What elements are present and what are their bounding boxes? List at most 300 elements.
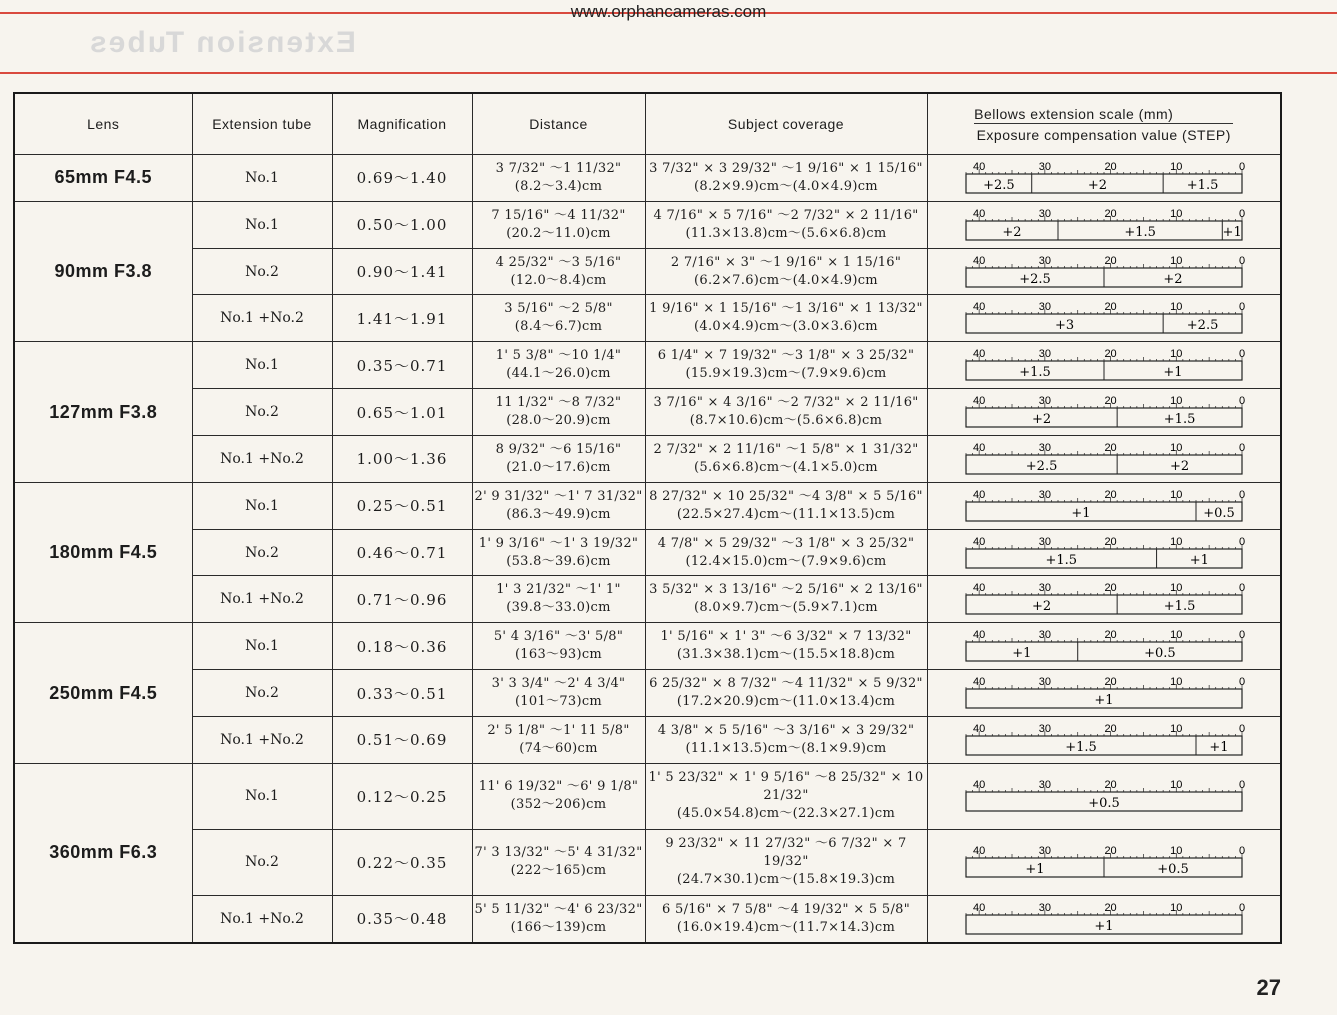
compensation-value: +1 bbox=[1209, 739, 1229, 755]
distance-cell bbox=[472, 155, 645, 202]
distance-inches: 3' 3 3/4" 〜2' 4 3/4" bbox=[491, 676, 626, 692]
scale-tick-label: 30 bbox=[1038, 676, 1051, 689]
coverage-cm: (8.0×9.7)cm〜(5.9×7.1)cm bbox=[694, 600, 878, 616]
scale-tick-label: 0 bbox=[1238, 207, 1245, 220]
compensation-value: +2 bbox=[1031, 599, 1051, 615]
scale-tick-label: 30 bbox=[1038, 348, 1051, 361]
coverage-cm: (6.2×7.6)cm〜(4.0×4.9)cm bbox=[694, 272, 878, 288]
extension-tube-cell: No.2 bbox=[192, 829, 332, 895]
distance-cell bbox=[472, 623, 645, 670]
extension-tube-cell: No.1 bbox=[192, 155, 332, 202]
coverage-cm: (8.2×9.9)cm〜(4.0×4.9)cm bbox=[694, 178, 878, 194]
table-row bbox=[14, 895, 1281, 943]
coverage-cell bbox=[645, 716, 927, 763]
bellows-cell bbox=[927, 829, 1281, 895]
scale-tick-label: 20 bbox=[1104, 845, 1117, 858]
bellows-scale bbox=[963, 580, 1245, 618]
scale-tick-label: 10 bbox=[1169, 722, 1183, 735]
coverage-inches: 3 7/32" × 3 29/32" 〜1 9/16" × 1 15/16" bbox=[649, 160, 923, 176]
bellows-scale bbox=[963, 900, 1245, 938]
coverage-cm: (4.0×4.9)cm〜(3.0×3.6)cm bbox=[694, 319, 878, 335]
scale-tick-label: 0 bbox=[1238, 301, 1245, 314]
scale-tick-label: 20 bbox=[1104, 535, 1117, 548]
bellows-scale bbox=[963, 674, 1245, 712]
website-label: www.orphancameras.com bbox=[570, 2, 767, 21]
magnification-cell: 1.41〜1.91 bbox=[332, 295, 472, 342]
distance-cell bbox=[472, 389, 645, 436]
bellows-cell bbox=[927, 389, 1281, 436]
scale-tick-label: 40 bbox=[972, 348, 986, 361]
magnification-cell: 0.35〜0.71 bbox=[332, 342, 472, 389]
bellows-scale-wrap bbox=[963, 299, 1245, 337]
bellows-scale bbox=[963, 440, 1245, 478]
coverage-inches: 4 7/16" × 5 7/16" 〜2 7/32" × 2 11/16" bbox=[653, 207, 919, 223]
bellows-scale-wrap bbox=[963, 159, 1245, 197]
extension-tube-cell: No.2 bbox=[192, 389, 332, 436]
table-row bbox=[14, 763, 1281, 829]
distance-cell bbox=[472, 201, 645, 248]
lens-name: 180mm F4.5 bbox=[14, 482, 192, 622]
bellows-cell bbox=[927, 295, 1281, 342]
magnification-cell: 0.71〜0.96 bbox=[332, 576, 472, 623]
bellows-cell bbox=[927, 435, 1281, 482]
scale-tick-label: 20 bbox=[1104, 441, 1117, 454]
scale-tick-label: 0 bbox=[1238, 779, 1245, 792]
scale-tick-label: 40 bbox=[972, 207, 986, 220]
bellows-cell bbox=[927, 248, 1281, 295]
scale-tick-label: 20 bbox=[1104, 676, 1117, 689]
header-magnification: Magnification bbox=[332, 93, 472, 155]
table-row bbox=[14, 670, 1281, 717]
bellows-scale-wrap bbox=[963, 393, 1245, 431]
scale-tick-label: 10 bbox=[1169, 348, 1183, 361]
distance-inches: 3 5/16" 〜2 5/8" bbox=[504, 301, 613, 317]
coverage-inches: 8 27/32" × 10 25/32" 〜4 3/8" × 5 5/16" bbox=[649, 488, 923, 504]
magnification-cell: 0.35〜0.48 bbox=[332, 895, 472, 943]
extension-tube-cell: No.1 bbox=[192, 763, 332, 829]
bellows-scale-wrap bbox=[963, 843, 1245, 881]
compensation-value: +1.5 bbox=[1163, 599, 1196, 615]
bellows-scale bbox=[963, 777, 1245, 815]
extension-tube-cell: No.1 +No.2 bbox=[192, 716, 332, 763]
coverage-cm: (22.5×27.4)cm〜(11.1×13.5)cm bbox=[676, 506, 896, 522]
scale-tick-label: 20 bbox=[1104, 582, 1117, 595]
extension-tube-cell: No.1 +No.2 bbox=[192, 576, 332, 623]
distance-cell bbox=[472, 482, 645, 529]
table-body bbox=[14, 155, 1281, 944]
table-row bbox=[14, 529, 1281, 576]
header-red-line bbox=[0, 72, 1337, 74]
scale-tick-label: 30 bbox=[1038, 301, 1051, 314]
bellows-scale-wrap bbox=[963, 627, 1245, 665]
scale-tick-label: 10 bbox=[1169, 441, 1183, 454]
bellows-cell bbox=[927, 342, 1281, 389]
table-row bbox=[14, 201, 1281, 248]
magnification-cell: 0.50〜1.00 bbox=[332, 201, 472, 248]
coverage-inches: 6 5/16" × 7 5/8" 〜4 19/32" × 5 5/8" bbox=[662, 901, 910, 917]
bellows-cell bbox=[927, 763, 1281, 829]
coverage-cm: (11.3×13.8)cm〜(5.6×6.8)cm bbox=[685, 225, 887, 241]
magnification-cell: 0.90〜1.41 bbox=[332, 248, 472, 295]
compensation-value: +0.5 bbox=[1202, 505, 1235, 521]
scale-tick-label: 0 bbox=[1238, 254, 1245, 267]
extension-tube-cell: No.2 bbox=[192, 529, 332, 576]
lens-name: 360mm F6.3 bbox=[14, 763, 192, 943]
bellows-cell bbox=[927, 155, 1281, 202]
coverage-cell bbox=[645, 623, 927, 670]
lens-name: 65mm F4.5 bbox=[14, 155, 192, 202]
scale-tick-label: 10 bbox=[1169, 901, 1183, 914]
scale-tick-label: 20 bbox=[1104, 779, 1117, 792]
coverage-inches: 1' 5 23/32" × 1' 9 5/16" 〜8 25/32" × 10 21/32" bbox=[648, 770, 924, 804]
compensation-value: +1 bbox=[1189, 552, 1209, 568]
distance-cell bbox=[472, 716, 645, 763]
scale-tick-label: 30 bbox=[1038, 779, 1051, 792]
distance-inches: 7 15/16" 〜4 11/32" bbox=[491, 207, 626, 223]
coverage-cell bbox=[645, 295, 927, 342]
scale-tick-label: 0 bbox=[1238, 441, 1245, 454]
compensation-value: +1.5 bbox=[1045, 552, 1077, 568]
coverage-cell bbox=[645, 529, 927, 576]
bellows-scale-wrap bbox=[963, 253, 1245, 291]
coverage-cm: (11.1×13.5)cm〜(8.1×9.9)cm bbox=[685, 740, 887, 756]
extension-tube-cell: No.1 bbox=[192, 482, 332, 529]
coverage-cell bbox=[645, 389, 927, 436]
coverage-cm: (15.9×19.3)cm〜(7.9×9.6)cm bbox=[685, 366, 887, 382]
scale-box bbox=[966, 455, 1242, 474]
bellows-scale-wrap bbox=[963, 346, 1245, 384]
coverage-inches: 6 1/4" × 7 19/32" 〜3 1/8" × 3 25/32" bbox=[657, 348, 915, 364]
scale-box bbox=[966, 595, 1242, 614]
compensation-value: +1.5 bbox=[1124, 224, 1156, 240]
table-row bbox=[14, 482, 1281, 529]
bellows-cell bbox=[927, 482, 1281, 529]
scale-tick-label: 10 bbox=[1169, 207, 1183, 220]
header-distance: Distance bbox=[472, 93, 645, 155]
coverage-cm: (31.3×38.1)cm〜(15.5×18.8)cm bbox=[676, 647, 896, 663]
coverage-inches: 4 7/8" × 5 29/32" 〜3 1/8" × 3 25/32" bbox=[657, 535, 915, 551]
scale-box bbox=[966, 642, 1242, 661]
scale-tick-label: 40 bbox=[972, 160, 986, 173]
bellows-scale bbox=[963, 206, 1245, 244]
bellows-cell bbox=[927, 670, 1281, 717]
distance-cm: (8.2〜3.4)cm bbox=[514, 178, 603, 194]
table-row bbox=[14, 576, 1281, 623]
ghost-header-text: Extension Tubes bbox=[88, 26, 356, 59]
magnification-cell: 0.25〜0.51 bbox=[332, 482, 472, 529]
scale-tick-label: 30 bbox=[1038, 845, 1051, 858]
bellows-cell bbox=[927, 201, 1281, 248]
scale-tick-label: 10 bbox=[1169, 582, 1183, 595]
page-number: 27 bbox=[1256, 975, 1281, 1000]
compensation-value: +2.5 bbox=[982, 177, 1015, 193]
scale-tick-label: 40 bbox=[972, 301, 986, 314]
extension-tube-cell: No.2 bbox=[192, 248, 332, 295]
distance-inches: 1' 3 21/32" 〜1' 1" bbox=[496, 582, 621, 598]
distance-cm: (86.3〜49.9)cm bbox=[506, 506, 611, 522]
lens-name: 127mm F3.8 bbox=[14, 342, 192, 482]
scale-tick-label: 10 bbox=[1169, 676, 1183, 689]
bellows-scale bbox=[963, 487, 1245, 525]
distance-inches: 11' 6 19/32" 〜6' 9 1/8" bbox=[478, 779, 639, 795]
coverage-cell bbox=[645, 576, 927, 623]
scale-box bbox=[966, 408, 1242, 427]
distance-cm: (20.2〜11.0)cm bbox=[506, 225, 611, 241]
scale-tick-label: 30 bbox=[1038, 441, 1051, 454]
magnification-cell: 0.46〜0.71 bbox=[332, 529, 472, 576]
bellows-scale bbox=[963, 253, 1245, 291]
scale-tick-label: 40 bbox=[972, 395, 986, 408]
compensation-value: +1 bbox=[1094, 918, 1114, 934]
extension-tube-cell: No.1 bbox=[192, 342, 332, 389]
compensation-value: +2.5 bbox=[1186, 318, 1219, 334]
coverage-inches: 4 3/8" × 5 5/16" 〜3 3/16" × 3 29/32" bbox=[657, 722, 915, 738]
coverage-cm: (24.7×30.1)cm〜(15.8×19.3)cm bbox=[676, 872, 896, 888]
distance-cell bbox=[472, 248, 645, 295]
compensation-value: +1 bbox=[1012, 646, 1032, 662]
compensation-value: +3 bbox=[1054, 318, 1074, 334]
coverage-cm: (12.4×15.0)cm〜(7.9×9.6)cm bbox=[685, 553, 887, 569]
scale-tick-label: 40 bbox=[972, 676, 986, 689]
scale-tick-label: 30 bbox=[1038, 722, 1051, 735]
lens-name: 90mm F3.8 bbox=[14, 201, 192, 341]
scale-tick-label: 10 bbox=[1169, 779, 1183, 792]
scale-tick-label: 20 bbox=[1104, 901, 1117, 914]
distance-cell bbox=[472, 895, 645, 943]
distance-cm: (352〜206)cm bbox=[510, 797, 607, 813]
compensation-value: +2 bbox=[1169, 458, 1189, 474]
scale-tick-label: 10 bbox=[1169, 160, 1183, 173]
scale-tick-label: 20 bbox=[1104, 207, 1117, 220]
table-row bbox=[14, 716, 1281, 763]
scale-tick-label: 40 bbox=[972, 722, 986, 735]
distance-cm: (222〜165)cm bbox=[510, 863, 607, 879]
scale-tick-label: 20 bbox=[1104, 395, 1117, 408]
coverage-inches: 3 7/16" × 4 3/16" 〜2 7/32" × 2 11/16" bbox=[653, 395, 919, 411]
scale-tick-label: 20 bbox=[1104, 629, 1117, 642]
bellows-scale bbox=[963, 627, 1245, 665]
distance-cell bbox=[472, 576, 645, 623]
extension-tube-table bbox=[13, 92, 1282, 944]
coverage-cell bbox=[645, 248, 927, 295]
scale-tick-label: 0 bbox=[1238, 535, 1245, 548]
bellows-scale bbox=[963, 299, 1245, 337]
scale-tick-label: 0 bbox=[1238, 676, 1245, 689]
distance-inches: 4 25/32" 〜3 5/16" bbox=[495, 254, 622, 270]
magnification-cell: 0.69〜1.40 bbox=[332, 155, 472, 202]
scale-tick-label: 30 bbox=[1038, 207, 1051, 220]
header-exposure-comp: Exposure compensation value (STEP) bbox=[976, 126, 1231, 143]
compensation-value: +0.5 bbox=[1143, 646, 1176, 662]
bellows-scale-wrap bbox=[963, 440, 1245, 478]
compensation-value: +0.5 bbox=[1087, 796, 1120, 812]
distance-cell bbox=[472, 763, 645, 829]
coverage-inches: 3 5/32" × 3 13/16" 〜2 5/16" × 2 13/16" bbox=[649, 582, 923, 598]
scale-tick-label: 0 bbox=[1238, 395, 1245, 408]
table-row bbox=[14, 248, 1281, 295]
coverage-cell bbox=[645, 201, 927, 248]
scale-tick-label: 0 bbox=[1238, 901, 1245, 914]
extension-tube-cell: No.1 bbox=[192, 201, 332, 248]
compensation-value: +1 bbox=[1025, 862, 1045, 878]
scale-tick-label: 0 bbox=[1238, 488, 1245, 501]
coverage-cm: (5.6×6.8)cm〜(4.1×5.0)cm bbox=[694, 459, 878, 475]
compensation-value: +0.5 bbox=[1156, 862, 1189, 878]
header-row bbox=[14, 93, 1281, 155]
scale-tick-label: 0 bbox=[1238, 348, 1245, 361]
distance-inches: 8 9/32" 〜6 15/16" bbox=[495, 441, 622, 457]
coverage-inches: 1' 5/16" × 1' 3" 〜6 3/32" × 7 13/32" bbox=[660, 629, 912, 645]
distance-cm: (39.8〜33.0)cm bbox=[506, 600, 611, 616]
distance-cell bbox=[472, 342, 645, 389]
scale-tick-label: 20 bbox=[1104, 488, 1117, 501]
coverage-inches: 2 7/16" × 3" 〜1 9/16" × 1 15/16" bbox=[670, 254, 902, 270]
bellows-cell bbox=[927, 623, 1281, 670]
coverage-inches: 2 7/32" × 2 11/16" 〜1 5/8" × 1 31/32" bbox=[653, 441, 919, 457]
table-row bbox=[14, 389, 1281, 436]
header-bellows-scale: Bellows extension scale (mm) bbox=[974, 105, 1233, 124]
scale-tick-label: 30 bbox=[1038, 254, 1051, 267]
distance-inches: 5' 5 11/32" 〜4' 6 23/32" bbox=[474, 901, 643, 917]
compensation-value: +2.5 bbox=[1025, 458, 1058, 474]
distance-cm: (74〜60)cm bbox=[519, 740, 598, 756]
extension-tube-cell: No.2 bbox=[192, 670, 332, 717]
table-row bbox=[14, 295, 1281, 342]
bellows-scale-wrap bbox=[963, 206, 1245, 244]
scale-tick-label: 40 bbox=[972, 779, 986, 792]
coverage-cell bbox=[645, 895, 927, 943]
scale-tick-label: 10 bbox=[1169, 395, 1183, 408]
distance-cm: (28.0〜20.9)cm bbox=[506, 413, 611, 429]
bellows-scale bbox=[963, 393, 1245, 431]
scale-tick-label: 20 bbox=[1104, 160, 1117, 173]
scale-tick-label: 30 bbox=[1038, 395, 1051, 408]
compensation-value: +1.5 bbox=[1064, 739, 1097, 755]
scale-tick-label: 30 bbox=[1038, 160, 1051, 173]
bellows-scale-wrap bbox=[963, 777, 1245, 815]
distance-cell bbox=[472, 435, 645, 482]
header-extension-tube: Extension tube bbox=[192, 93, 332, 155]
compensation-value: +1 bbox=[1071, 505, 1091, 521]
scale-tick-label: 30 bbox=[1038, 901, 1051, 914]
scale-tick-label: 0 bbox=[1238, 582, 1245, 595]
scale-box bbox=[966, 502, 1242, 521]
bellows-scale bbox=[963, 346, 1245, 384]
compensation-value: +2 bbox=[1031, 412, 1051, 428]
lens-name: 250mm F4.5 bbox=[14, 623, 192, 763]
distance-cm: (21.0〜17.6)cm bbox=[506, 459, 611, 475]
scale-tick-label: 10 bbox=[1169, 629, 1183, 642]
bellows-scale bbox=[963, 721, 1245, 759]
distance-cm: (53.8〜39.6)cm bbox=[506, 553, 611, 569]
bellows-cell bbox=[927, 716, 1281, 763]
table-row bbox=[14, 342, 1281, 389]
header-lens: Lens bbox=[14, 93, 192, 155]
coverage-inches: 6 25/32" × 8 7/32" 〜4 11/32" × 5 9/32" bbox=[649, 676, 923, 692]
coverage-cell bbox=[645, 342, 927, 389]
magnification-cell: 1.00〜1.36 bbox=[332, 435, 472, 482]
scale-tick-label: 10 bbox=[1169, 301, 1183, 314]
compensation-value: +2.5 bbox=[1018, 271, 1051, 287]
coverage-cell bbox=[645, 482, 927, 529]
distance-inches: 1' 9 3/16" 〜1' 3 19/32" bbox=[478, 535, 639, 551]
scale-tick-label: 30 bbox=[1038, 582, 1051, 595]
scale-tick-label: 0 bbox=[1238, 722, 1245, 735]
compensation-value: +2 bbox=[1087, 177, 1107, 193]
bellows-scale bbox=[963, 843, 1245, 881]
coverage-cell bbox=[645, 670, 927, 717]
scale-box bbox=[966, 736, 1242, 755]
coverage-cm: (45.0×54.8)cm〜(22.3×27.1)cm bbox=[676, 806, 896, 822]
bellows-scale-wrap bbox=[963, 674, 1245, 712]
compensation-value: +1.5 bbox=[1186, 177, 1219, 193]
scale-tick-label: 10 bbox=[1169, 488, 1183, 501]
scale-tick-label: 40 bbox=[972, 845, 986, 858]
coverage-cell bbox=[645, 829, 927, 895]
magnification-cell: 0.12〜0.25 bbox=[332, 763, 472, 829]
scale-tick-label: 40 bbox=[972, 441, 986, 454]
compensation-value: +2 bbox=[1002, 224, 1022, 240]
header-bellows bbox=[927, 93, 1281, 155]
coverage-cell bbox=[645, 155, 927, 202]
bellows-cell bbox=[927, 895, 1281, 943]
compensation-value: +1.5 bbox=[1163, 412, 1196, 428]
bellows-scale-wrap bbox=[963, 900, 1245, 938]
magnification-cell: 0.51〜0.69 bbox=[332, 716, 472, 763]
header-subject-coverage: Subject coverage bbox=[645, 93, 927, 155]
coverage-cm: (17.2×20.9)cm〜(11.0×13.4)cm bbox=[676, 694, 896, 710]
coverage-cell bbox=[645, 763, 927, 829]
compensation-value: +2 bbox=[1163, 271, 1183, 287]
distance-inches: 2' 5 1/8" 〜1' 11 5/8" bbox=[487, 722, 630, 738]
scale-tick-label: 20 bbox=[1104, 254, 1117, 267]
scale-tick-label: 40 bbox=[972, 488, 986, 501]
distance-cm: (166〜139)cm bbox=[510, 919, 607, 935]
distance-cm: (101〜73)cm bbox=[514, 694, 603, 710]
coverage-cm: (8.7×10.6)cm〜(5.6×6.8)cm bbox=[689, 413, 883, 429]
bellows-scale-wrap bbox=[963, 534, 1245, 572]
distance-cell bbox=[472, 829, 645, 895]
table-row bbox=[14, 155, 1281, 202]
bellows-scale-wrap bbox=[963, 721, 1245, 759]
scale-tick-label: 10 bbox=[1169, 535, 1183, 548]
scale-tick-label: 20 bbox=[1104, 722, 1117, 735]
distance-cell bbox=[472, 670, 645, 717]
scale-tick-label: 0 bbox=[1238, 160, 1245, 173]
magnification-cell: 0.65〜1.01 bbox=[332, 389, 472, 436]
scale-tick-label: 40 bbox=[972, 535, 986, 548]
scale-tick-label: 40 bbox=[972, 582, 986, 595]
compensation-value: +1 bbox=[1222, 224, 1242, 240]
distance-inches: 5' 4 3/16" 〜3' 5/8" bbox=[493, 629, 624, 645]
scale-tick-label: 20 bbox=[1104, 348, 1117, 361]
scale-tick-label: 30 bbox=[1038, 535, 1051, 548]
bellows-scale bbox=[963, 159, 1245, 197]
scale-tick-label: 40 bbox=[972, 254, 986, 267]
coverage-inches: 1 9/16" × 1 15/16" 〜1 3/16" × 1 13/32" bbox=[649, 301, 923, 317]
table-row bbox=[14, 435, 1281, 482]
scale-tick-label: 40 bbox=[972, 629, 986, 642]
magnification-cell: 0.18〜0.36 bbox=[332, 623, 472, 670]
distance-inches: 1' 5 3/8" 〜10 1/4" bbox=[495, 348, 622, 364]
bellows-scale-wrap bbox=[963, 580, 1245, 618]
extension-tube-cell: No.1 +No.2 bbox=[192, 295, 332, 342]
distance-inches: 2' 9 31/32" 〜1' 7 31/32" bbox=[474, 488, 643, 504]
bellows-scale-wrap bbox=[963, 487, 1245, 525]
compensation-value: +1 bbox=[1163, 365, 1183, 381]
coverage-cm: (16.0×19.4)cm〜(11.7×14.3)cm bbox=[676, 919, 896, 935]
scale-tick-label: 20 bbox=[1104, 301, 1117, 314]
